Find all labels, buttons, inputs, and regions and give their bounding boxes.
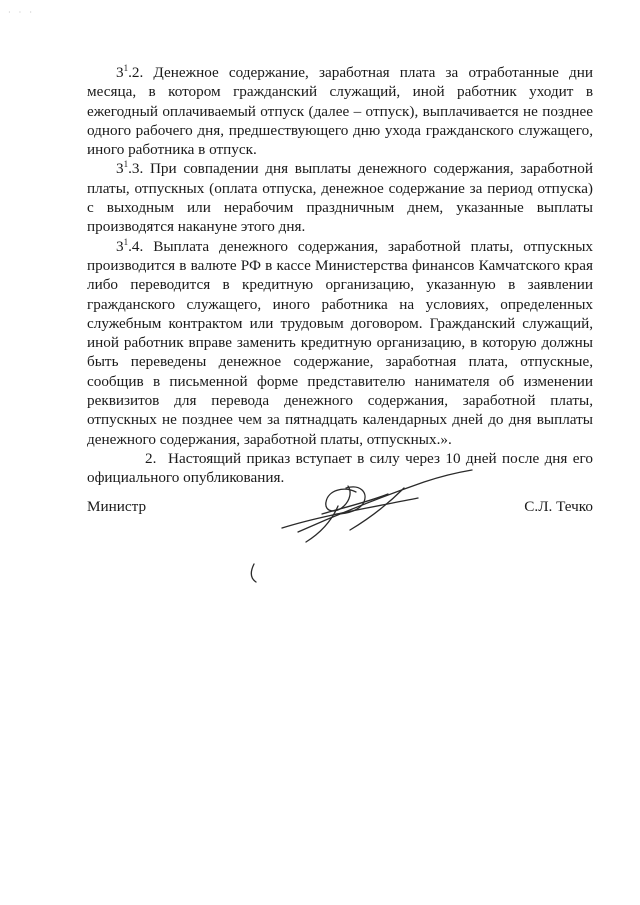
document-body [87, 63, 593, 488]
paragraph-3-1-3 [87, 159, 593, 236]
paragraph-number: $3^1.2$. [116, 63, 144, 81]
scan-corner-mark: · · · [8, 8, 35, 17]
handwritten-signature [238, 458, 498, 586]
signer-name: С.Л. Течко [524, 498, 593, 515]
item-number: 2. [145, 449, 157, 467]
paragraph-text: Денежное содержание, заработная плата за отработанные дни месяца, в котором гражданский служащий, иной работник уходит в ежегодный оплачиваемый отпуск (далее – отпуск), выплачивается не позднее одного рабочего дня, предшествующего дню ухода гражданского служащего, иного работника в отпуск. [87, 64, 593, 159]
paragraph-3-1-2 [87, 63, 593, 159]
paragraph-number: $3^1.4$. [116, 236, 144, 255]
item-text: Настоящий приказ вступает в силу через 10 дней после дня его официального опубликования. [87, 449, 593, 487]
paragraph-3-1-4 [87, 237, 593, 449]
paragraph-text: При совпадении дня выплаты денежного содержания, заработной платы, отпускных (оплата отпуска, денежное содержание за период отпуска) с выходным или нерабочим праздничным днем, указанные выплаты производятся накануне этого дня. [87, 160, 594, 236]
signer-position: Министр [87, 498, 147, 515]
paragraph-text: Выплата денежного содержания, заработной платы, отпускных производится в валюте РФ в кассе Министерства финансов Камчатского края либо переводится в кредитную организацию, указанную в заявлении гражданского служащего, иного работника на условиях, определенных служебным контрактом или трудовым договором. Гражданский служащий, иной работник вправе заменить кредитную организацию, в которую должны быть переведены денежное содержание, заработная плата, отпускные, сообщив в письменной форме представителю нанимателя об изменении реквизитов для перевода денежного содержания, заработной платы, отпускных не позднее чем за пятнадцать календарных дней до дня выплаты денежного содержания, заработной платы, отпускных.». [87, 237, 594, 448]
paragraph-number: $3^1.3$. [116, 159, 144, 178]
